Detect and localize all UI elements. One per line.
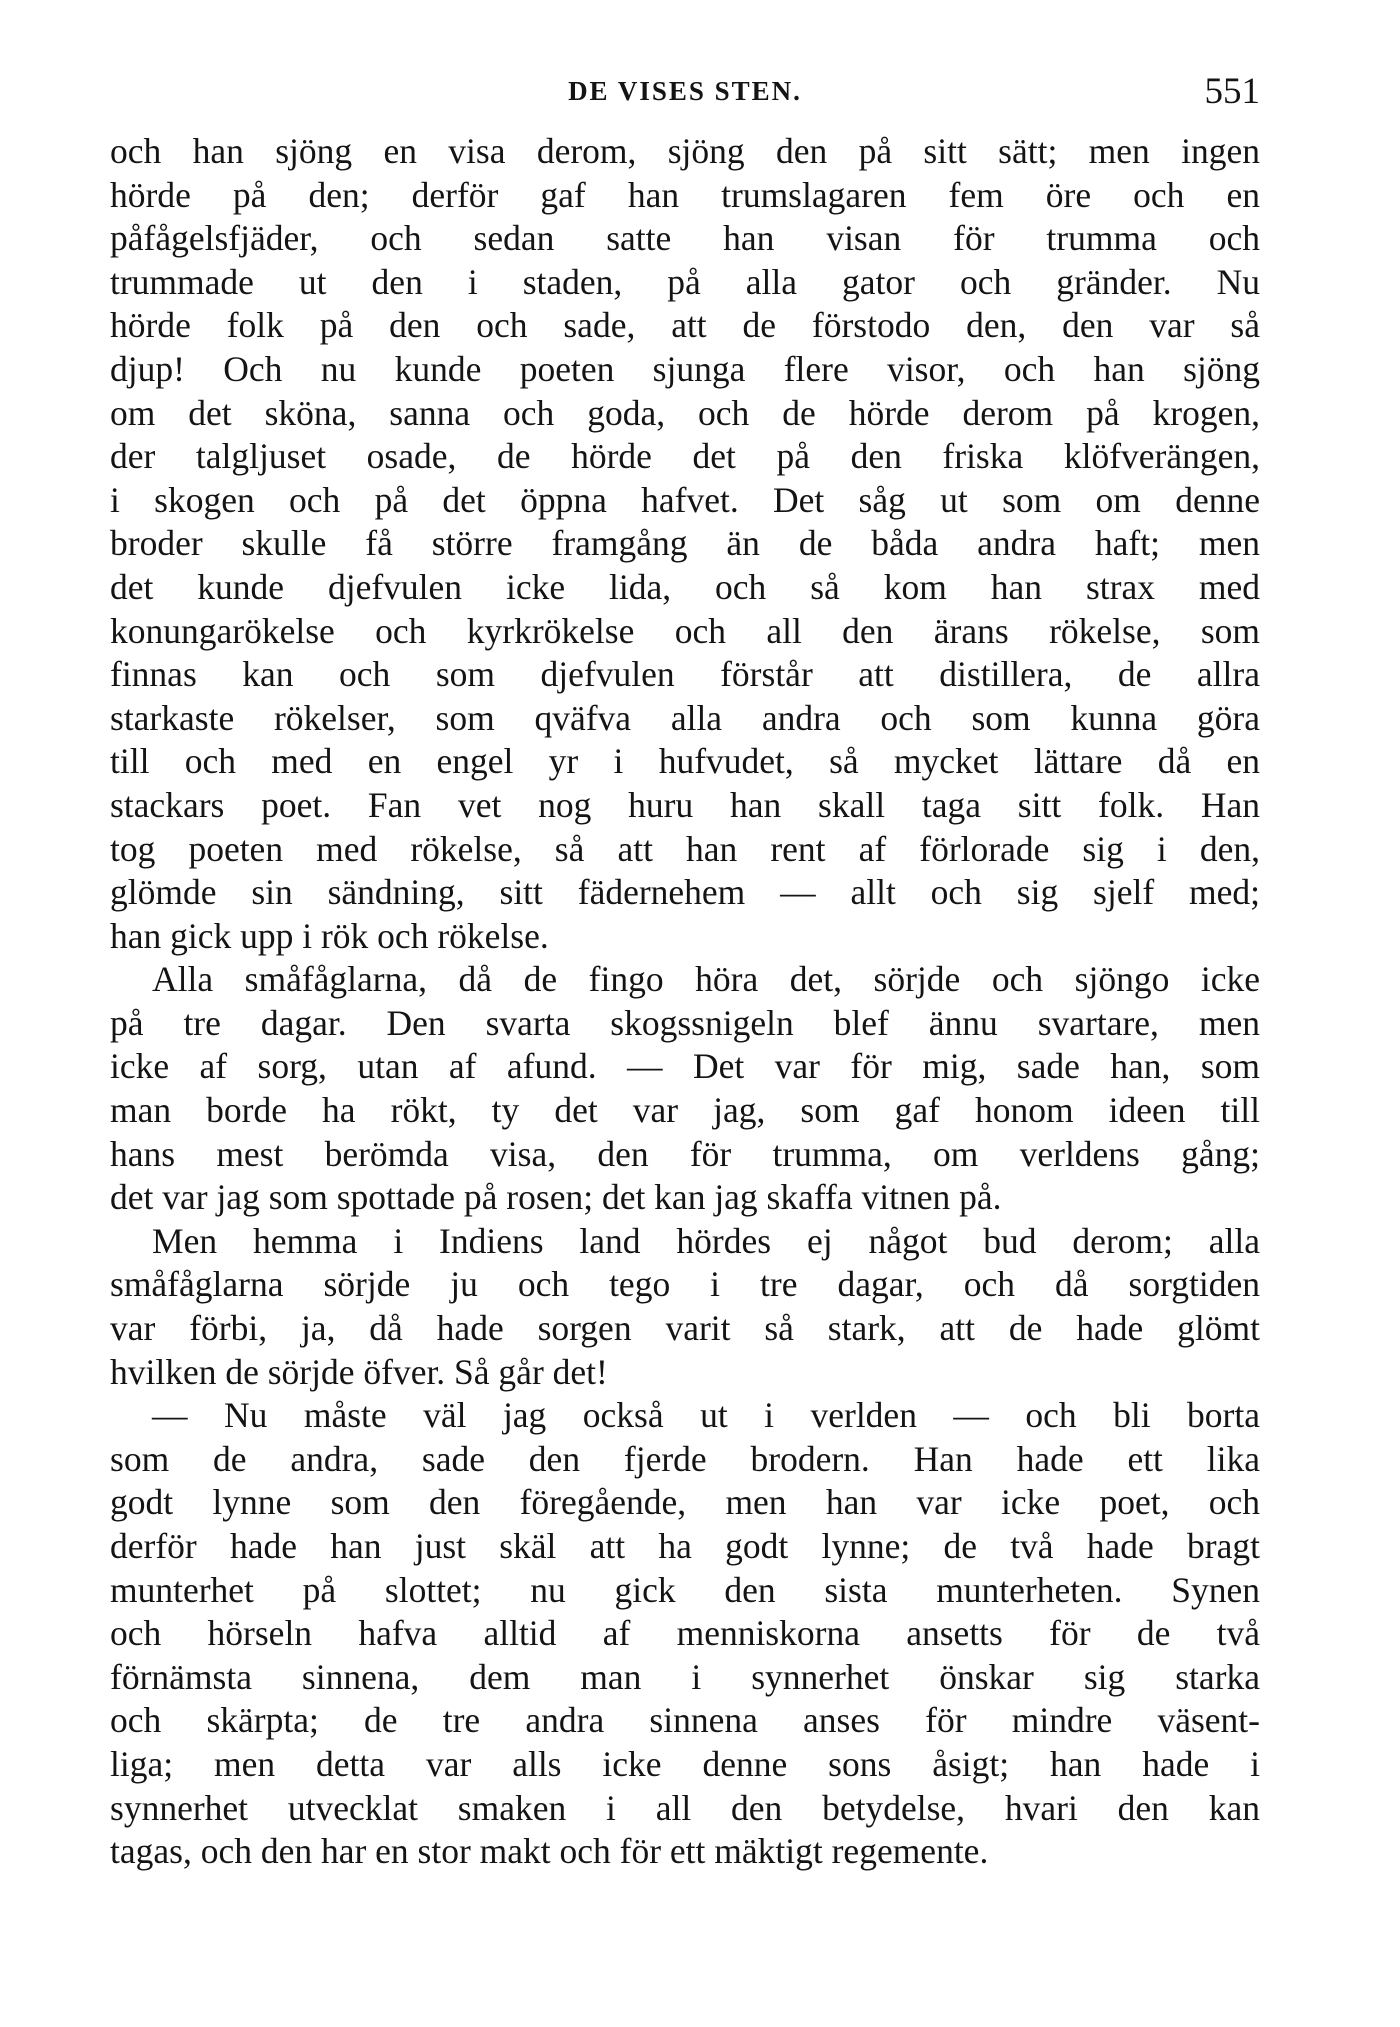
body-text [110, 130, 1260, 1874]
text-line: till och med en engel yr i hufvudet, så mycket lättare då en [110, 741, 1260, 782]
text-line: och skärpta; de tre andra sinnena anses för mindre väsent- [110, 1700, 1260, 1741]
text-line: trummade ut den i staden, på alla gator och gränder. Nu [110, 261, 1260, 302]
text-line: djup! Och nu kunde poeten sjunga flere visor, och han sjöng [110, 348, 1260, 389]
text-line: småfåglarna sörjde ju och tego i tre dagar, och då sorgtiden [110, 1264, 1260, 1305]
text-line: stackars poet. Fan vet nog huru han skall taga sitt folk. Han [110, 784, 1260, 825]
text-line: hans mest berömda visa, den för trumma, om verldens gång; [110, 1133, 1260, 1174]
page-number: 551 [1204, 71, 1260, 112]
text-line: på tre dagar. Den svarta skogssnigeln blef ännu svartare, men [110, 1002, 1260, 1043]
text-line: Alla småfåglarna, då de fingo höra det, sörjde och sjöngo icke [152, 959, 1260, 1000]
text-line: Men hemma i Indiens land hördes ej något bud derom; alla [152, 1220, 1260, 1261]
text-line: tagas, och den har en stor makt och för ett mäktigt regemente. [110, 1831, 989, 1872]
text-line: finnas kan och som djefvulen förstår att distillera, de allra [110, 654, 1260, 695]
text-line: icke af sorg, utan af afund. — Det var för mig, sade han, som [110, 1046, 1260, 1087]
text-line: der talgljuset osade, de hörde det på den friska klöfverängen, [110, 436, 1260, 477]
running-head [110, 70, 1260, 130]
text-line: var förbi, ja, då hade sorgen varit så stark, att de hade glömt [110, 1308, 1260, 1349]
paragraph [110, 958, 1260, 1220]
text-line: konungarökelse och kyrkrökelse och all den ärans rökelse, som [110, 610, 1260, 651]
text-line: tog poeten med rökelse, så att han rent af förlorade sig i den, [110, 828, 1260, 869]
text-line: förnämsta sinnena, dem man i synnerhet önskar sig starka [110, 1656, 1260, 1697]
text-line: han gick upp i rök och rökelse. [110, 915, 549, 956]
text-line: derför hade han just skäl att ha godt lynne; de två hade bragt [110, 1526, 1260, 1566]
text-line: det kunde djefvulen icke lida, och så kom han strax med [110, 566, 1260, 607]
text-line: synnerhet utvecklat smaken i all den betydelse, hvari den kan [110, 1787, 1260, 1828]
text-line: liga; men detta var alls icke denne sons åsigt; han hade i [110, 1743, 1260, 1784]
text-line: hvilken de sörjde öfver. Så går det! [110, 1351, 608, 1392]
text-line: om det sköna, sanna och goda, och de hörde derom på krogen, [110, 392, 1260, 433]
text-line: starkaste rökelser, som qväfva alla andra och som kunna göra [110, 697, 1260, 738]
text-line: glömde sin sändning, sitt fädernehem — allt och sig sjelf med; [110, 872, 1260, 913]
text-line: godt lynne som den föregående, men han var icke poet, och [110, 1482, 1260, 1523]
paragraph [110, 130, 1260, 958]
running-title: DE VISES STEN. [568, 76, 802, 106]
paragraph [110, 1394, 1260, 1874]
text-line: som de andra, sade den fjerde brodern. Han hade ett lika [110, 1438, 1260, 1479]
text-line: i skogen och på det öppna hafvet. Det såg ut som om denne [110, 479, 1260, 520]
text-line: det var jag som spottade på rosen; det kan jag skaffa vitnen på. [110, 1177, 1002, 1218]
text-line: och hörseln hafva alltid af menniskorna ansetts för de två [110, 1613, 1260, 1654]
text-line: munterhet på slottet; nu gick den sista munterheten. Synen [110, 1569, 1260, 1610]
text-line: man borde ha rökt, ty det var jag, som gaf honom ideen till [110, 1090, 1260, 1131]
book-page [110, 70, 1260, 1874]
text-line: påfågelsfjäder, och sedan satte han visan för trumma och [110, 218, 1260, 259]
text-line: broder skulle få större framgång än de båda andra haft; men [110, 523, 1260, 564]
text-line: — Nu måste väl jag också ut i verlden — och bli borta [152, 1395, 1260, 1436]
text-line: och han sjöng en visa derom, sjöng den på sitt sätt; men ingen [110, 131, 1260, 171]
text-line: hörde folk på den och sade, att de förstodo den, den var så [110, 305, 1260, 346]
text-line: hörde på den; derför gaf han trumslagaren fem öre och en [110, 174, 1260, 215]
paragraph [110, 1220, 1260, 1394]
